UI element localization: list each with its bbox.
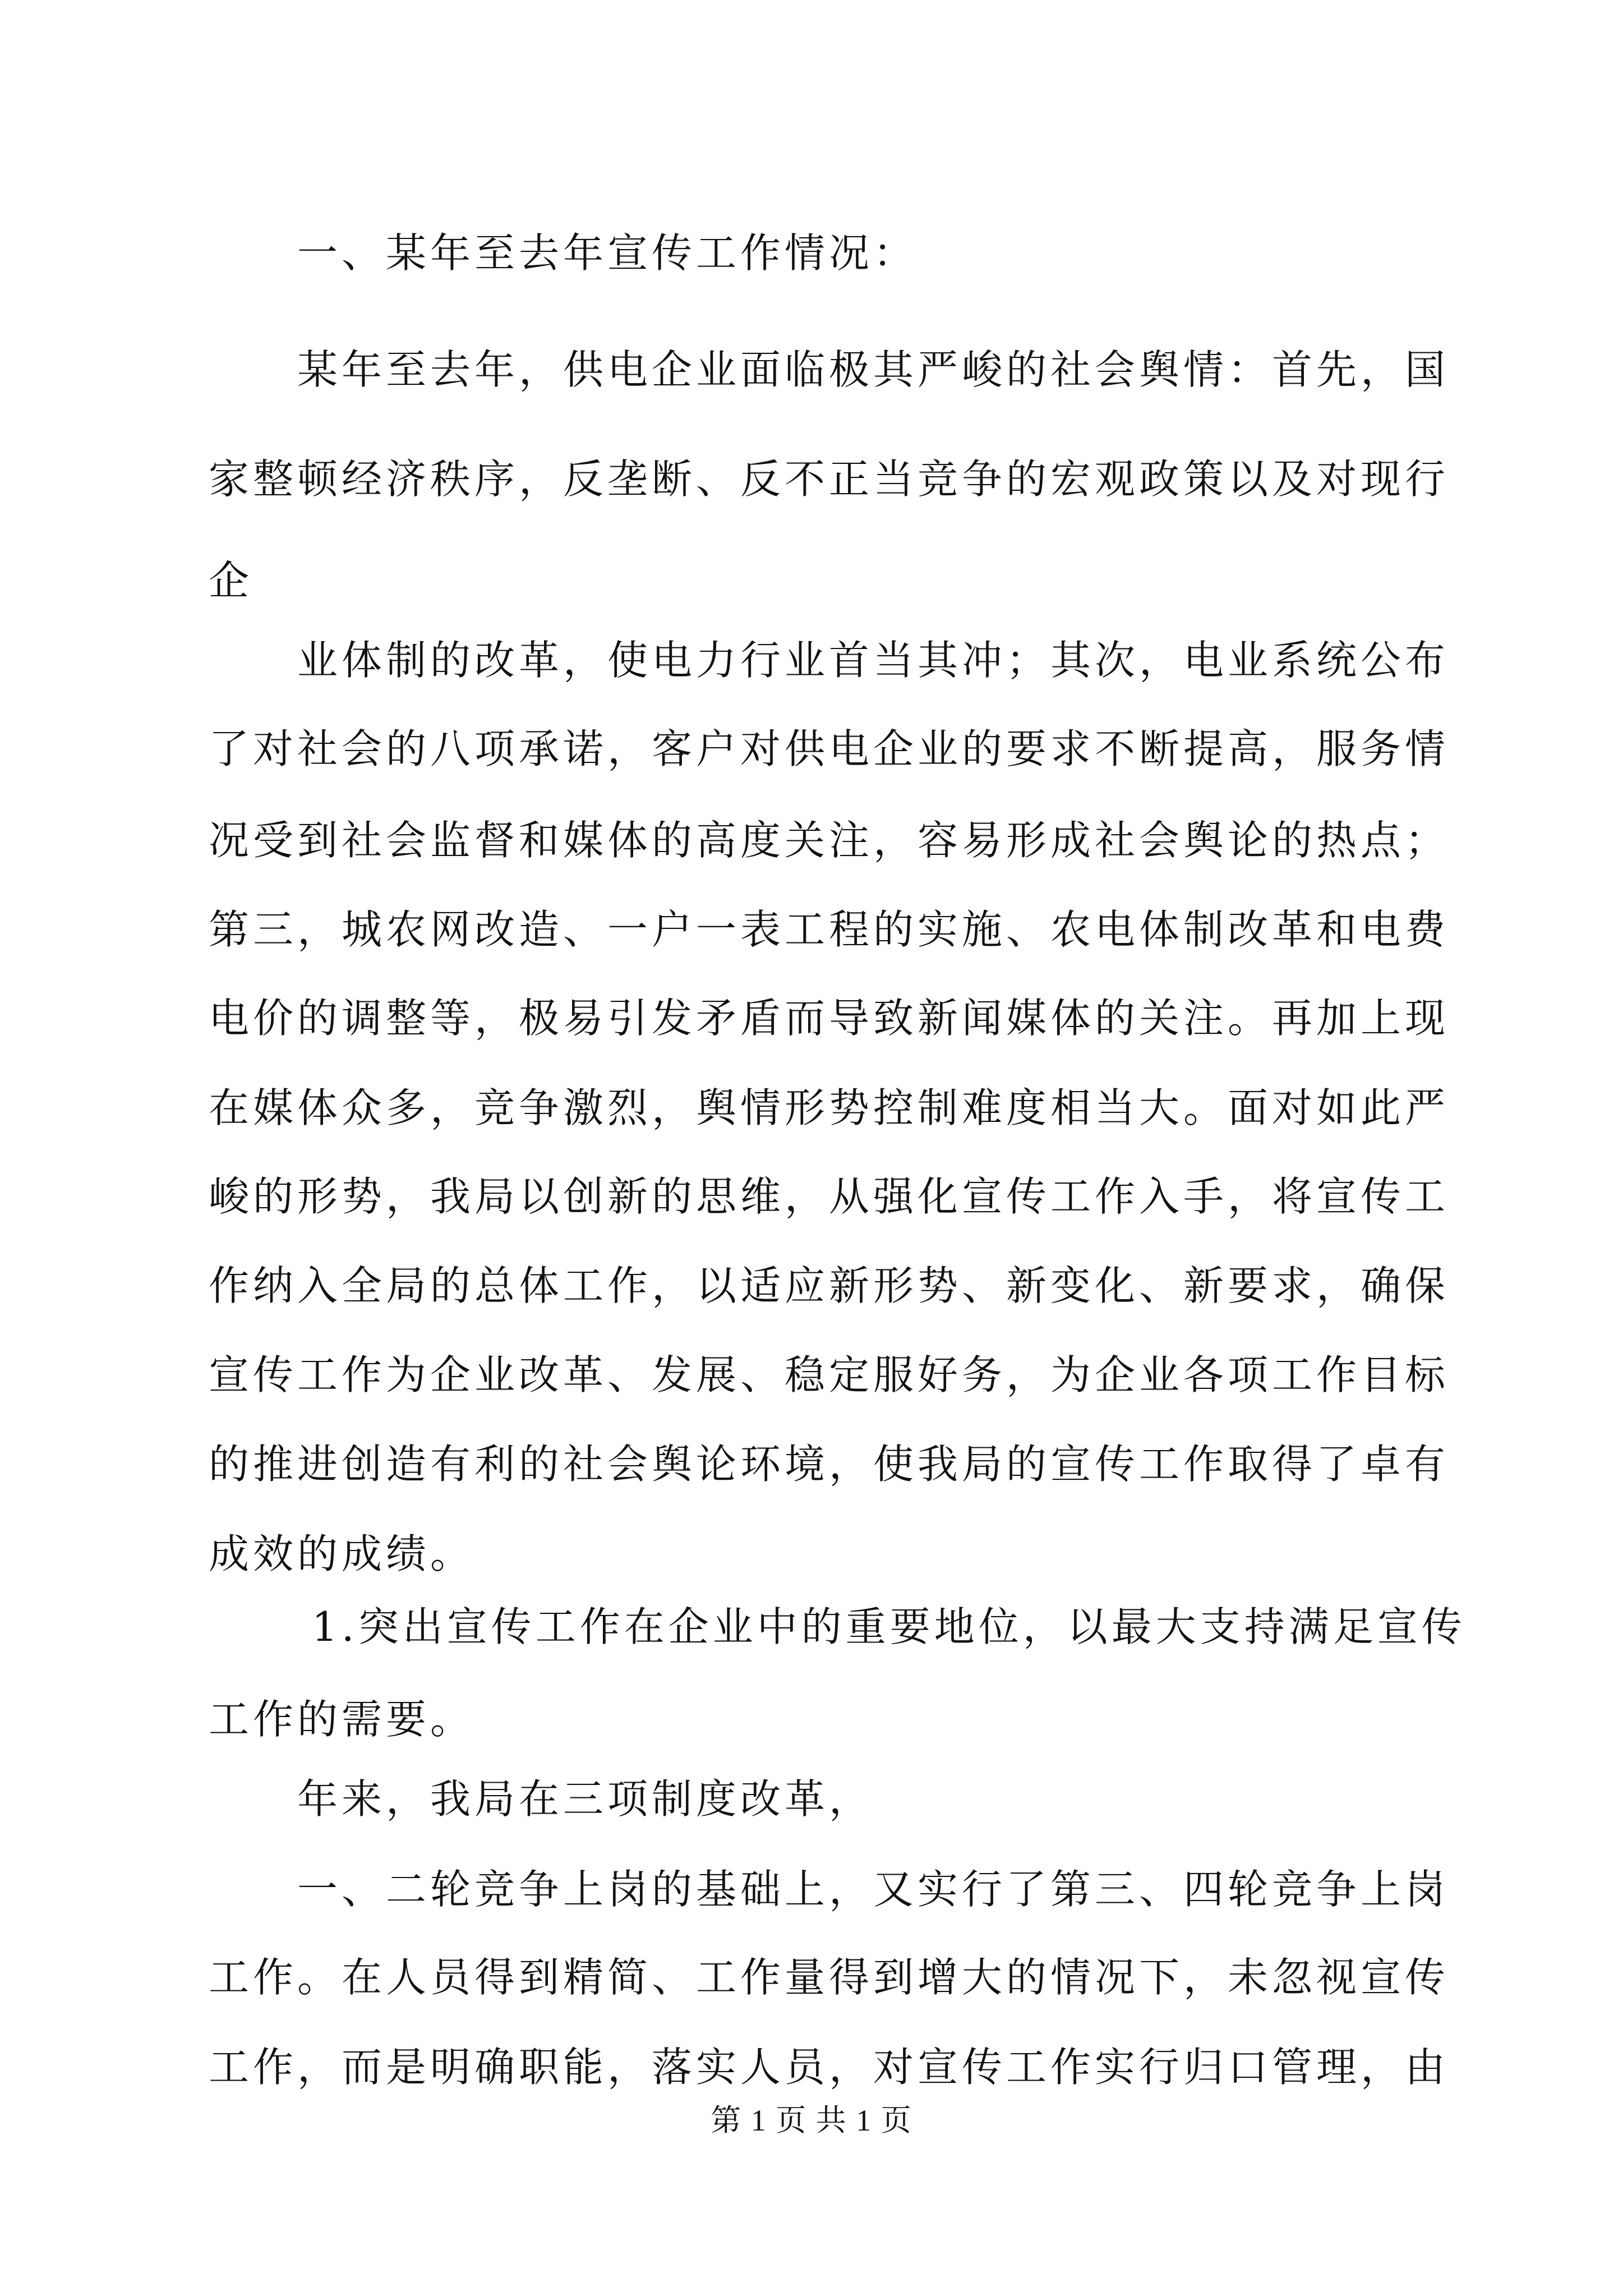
paragraph-line: 工作，而是明确职能，落实人员，对宣传工作实行归口管理，由 [209,2044,1450,2091]
list-item-line: 1.突出宣传工作在企业中的重要地位，以最大支持满足宣传 [312,1603,1466,1650]
paragraph-line: 的推进创造有利的社会舆论环境，使我局的宣传工作取得了卓有 [209,1441,1450,1488]
paragraph-line: 作纳入全局的总体工作，以适应新形势、新变化、新要求，确保 [209,1262,1450,1309]
paragraph-line: 某年至去年，供电企业面临极其严峻的社会舆情：首先，国 [297,346,1450,393]
paragraph-line: 第三，城农网改造、一户一表工程的实施、农电体制改革和电费 [209,906,1450,953]
list-item-line: 工作的需要。 [209,1696,475,1743]
paragraph-line: 在媒体众多，竞争激烈，舆情形势控制难度相当大。面对如此严 [209,1084,1450,1131]
page-number-footer: 第 1 页 共 1 页 [711,2104,912,2137]
paragraph-line: 宣传工作为企业改革、发展、稳定服好务，为企业各项工作目标 [209,1351,1450,1398]
paragraph-line: 业体制的改革，使电力行业首当其冲；其次，电业系统公布 [297,637,1450,684]
paragraph-line: 峻的形势，我局以创新的思维，从强化宣传工作入手，将宣传工 [209,1173,1450,1220]
paragraph-line: 了对社会的八项承诺，客户对供电企业的要求不断提高，服务情 [209,725,1450,772]
section-heading: 一、某年至去年宣传工作情况： [297,229,918,277]
paragraph-line: 企 [209,557,253,604]
paragraph-line: 工作。在人员得到精简、工作量得到增大的情况下，未忽视宣传 [209,1954,1450,2001]
paragraph-line: 况受到社会监督和媒体的高度关注，容易形成社会舆论的热点； [209,817,1450,864]
paragraph-line: 成效的成绩。 [209,1530,475,1577]
paragraph-line: 家整顿经济秩序，反垄断、反不正当竞争的宏观政策以及对现行 [209,455,1450,503]
paragraph-line: 一、二轮竞争上岗的基础上，又实行了第三、四轮竞争上岗 [297,1866,1450,1913]
paragraph-line: 年来，我局在三项制度改革， [297,1775,874,1823]
paragraph-line: 电价的调整等，极易引发矛盾而导致新闻媒体的关注。再加上现 [209,995,1450,1042]
